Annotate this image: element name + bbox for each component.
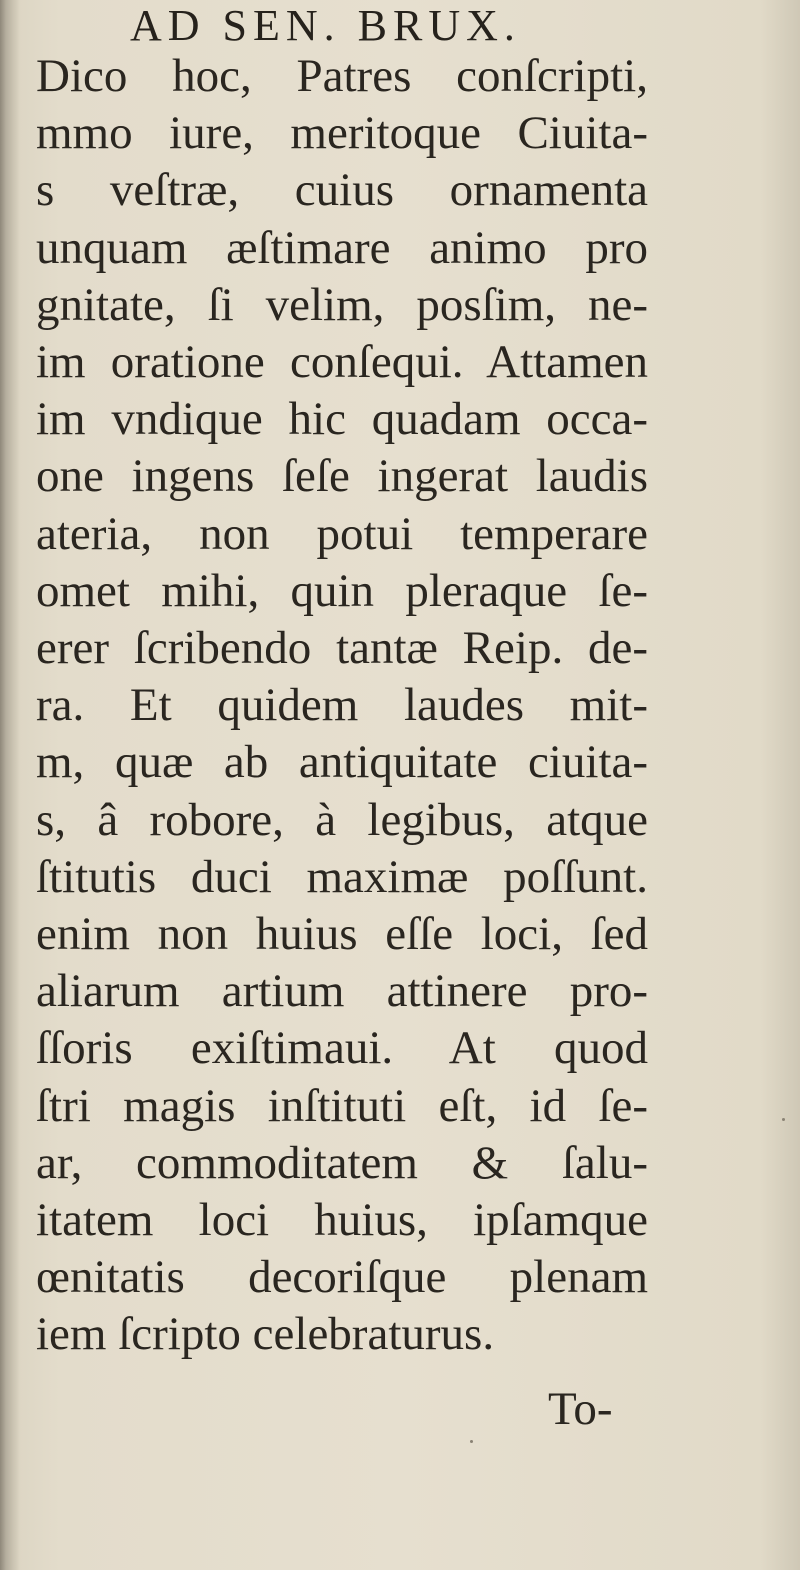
text-line: ar, commoditatem & ſalu-: [36, 1136, 648, 1189]
text-line: œnitatis decoriſque plenam: [36, 1251, 648, 1304]
text-line: iem ſcripto celebraturus.: [36, 1308, 495, 1361]
text-line: omet mihi, quin pleraque ſe-: [36, 564, 648, 617]
paper-speck: [470, 1440, 473, 1443]
text-line: im vndique hic quadam occa-: [36, 393, 648, 446]
text-line: one ingens ſeſe ingerat laudis: [36, 450, 648, 503]
paper-speck: [782, 1118, 785, 1121]
text-line: erer ſcribendo tantæ Reip. de-: [36, 622, 648, 675]
text-line: ateria, non potui temperare: [36, 507, 648, 560]
running-head: AD SEN. BRUX.: [130, 1, 521, 50]
text-line: im oratione conſequi. Attamen: [36, 336, 648, 389]
text-line: unquam æſtimare animo pro: [36, 221, 648, 274]
text-line: m, quæ ab antiquitate ciuita-: [36, 736, 648, 789]
text-line: s veſtræ, cuius ornamenta: [36, 164, 648, 217]
catchword: To-: [548, 1383, 613, 1435]
text-line: Dico hoc, Patres conſcripti,: [36, 50, 648, 102]
text-line: ſtri magis inſtituti eſt, id ſe-: [36, 1079, 648, 1132]
text-line: aliarum artium attinere pro-: [36, 965, 648, 1018]
text-line: mmo iure, meritoque Ciuita-: [36, 107, 648, 160]
text-line: ſſoris exiſtimaui. At quod: [36, 1022, 648, 1075]
text-line: ra. Et quidem laudes mit-: [36, 679, 648, 732]
text-line: enim non huius eſſe loci, ſed: [36, 908, 648, 961]
text-line: ſtitutis duci maximæ poſſunt.: [36, 850, 648, 903]
page-gutter: [0, 0, 20, 1570]
text-line: gnitate, ſi velim, posſim, ne-: [36, 278, 648, 331]
text-line: itatem loci huius, ipſamque: [36, 1194, 648, 1247]
text-line: s, â robore, à legibus, atque: [36, 793, 648, 846]
body-text: [30, 48, 770, 1364]
